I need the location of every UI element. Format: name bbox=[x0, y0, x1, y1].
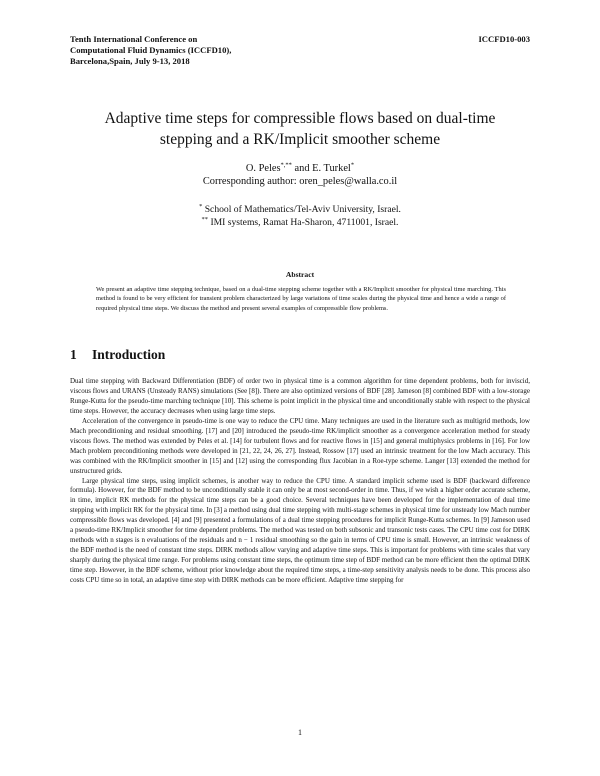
abstract-text: We present an adaptive time stepping technique, based on a dual-time stepping scheme together with a RK/Implicit smoother for physical time marching. This method is found to be very efficient for transient problem characterized by large variations of time scales during the physical time and hence a wide a range of required physical time steps. We discuss the method and present several examples of compressible flow problems. bbox=[96, 286, 506, 312]
conference-line-2: Computational Fluid Dynamics (ICCFD10), bbox=[70, 45, 232, 55]
abstract-heading: Abstract bbox=[285, 270, 315, 279]
author-1: O. Peles bbox=[245, 163, 281, 174]
affiliation-1 bbox=[60, 204, 540, 217]
author-line bbox=[60, 162, 540, 175]
page-number: 1 bbox=[298, 728, 302, 737]
author-1-mark: *,** bbox=[280, 161, 292, 169]
affiliation-1-text: School of Mathematics/Tel-Aviv University, Israel. bbox=[204, 204, 401, 215]
title-line-1: Adaptive time steps for compressible flows based on dual-time bbox=[104, 110, 496, 127]
affiliation-1-mark: * bbox=[199, 202, 203, 210]
section-title: Introduction bbox=[92, 347, 166, 362]
conference-line-3: Barcelona,Spain, July 9-13, 2018 bbox=[70, 56, 190, 66]
paragraph: Large physical time steps, using implicit schemes, is another way to reduce the CPU time. A standard implicit scheme used is BDF (backward difference formula). However, for the BDF method to be unconditionally stable it can only be at most second-order in time. Thus, if we wish a higher order accurate scheme, in time, implicit RK methods for the physical time steps can be a good choice. Several techniques have been developed for the implementation of dual time stepping with implicit RK for the physical time. In [3] a method using dual time stepping with multi-stage schemes in physical time for unsteady low Mach number compressible flows was developed. [4] and [9] presented a formulations of a dual time stepping procedures for implicit Runge-Kutta schemes. In [9] Jameson used a pseudo-time RK/Implicit smoother for time dependent problems. The method was tested on both subsonic and transonic tests cases. The CPU time cost for DIRK methods with n stages is n evaluations of the residuals and n − 1 residual smoothing so the gain in terms of CPU time is small. However, an intrinsic weakness of the BDF method is the need of constant time steps. DIRK methods allow varying and adaptive time steps. This is important for problems with time scales that vary sharply during the physical time range. For problems using constant time steps, the optimum time step of BDF method can be more efficient then the optimal DIRK time step. However, in the BDF scheme, without prior knowledge about the required time steps, a time-step sensitivity analysis needs to be done. This process also costs CPU time so in total, an adaptive time step with DIRK methods can be more efficient. Adaptive time stepping for bbox=[70, 476, 530, 585]
section-heading bbox=[70, 347, 165, 363]
paper-id: ICCFD10-003 bbox=[478, 34, 530, 44]
author-2-mark: * bbox=[350, 161, 355, 169]
affiliation-2-text: IMI systems, Ramat Ha-Sharon, 4711001, Israel. bbox=[210, 216, 399, 228]
body-text bbox=[70, 377, 530, 586]
paper-title bbox=[60, 108, 540, 150]
affiliations bbox=[60, 204, 540, 229]
conference-info bbox=[70, 34, 231, 67]
corresponding-author: Corresponding author: oren_peles@walla.co.il bbox=[202, 176, 398, 187]
author-2: and E. Turkel bbox=[294, 163, 351, 174]
paragraph: Acceleration of the convergence in pseudo-time is one way to reduce the CPU time. Many techniques are used in the literature such as multigrid methods, low Mach preconditioning and residual smoothing. [17] and [20] introduced the pseudo-time RK/implicit smoother as a convergence acceleration method for steady viscous flows. The method was extended by Peles et al. [14] for turbulent flows and for reactive flows in [15] and general multiphysics problems in [16]. For low Mach problem preconditioning methods were developed in [21, 22, 24, 26, 27]. Instead, Rossow [17] used an intrinsic treatment for the low Mach accuracy. This was combined with the RK/Implicit smoother in [15] and [12] using the corresponding flux Jacobian in a Roe-type scheme. Langer [13] extended the method for unstructured grids. bbox=[70, 416, 530, 475]
conference-line-1: Tenth International Conference on bbox=[70, 34, 198, 44]
title-line-2: stepping and a RK/Implicit smoother scheme bbox=[159, 131, 441, 148]
author-block bbox=[60, 162, 540, 188]
affiliation-2-mark: ** bbox=[201, 215, 209, 223]
section-number: 1 bbox=[70, 347, 77, 362]
affiliation-2 bbox=[60, 217, 540, 230]
paragraph: Dual time stepping with Backward Differentiation (BDF) of order two in physical time is a common algorithm for time dependent problems, both for inviscid, viscous flows and URANS (Unsteady RANS) simulations (See [8]). There are also optimized versions of BDF [28]. Jameson [8] combined BDF with a low-storage Runge-Kutta for the pseudo-time marching technique [10]. This scheme is point implicit in the physical time and unconditionally stable with respect to the physical time steps. However, the accuracy decreases when using large time steps. bbox=[70, 377, 530, 415]
